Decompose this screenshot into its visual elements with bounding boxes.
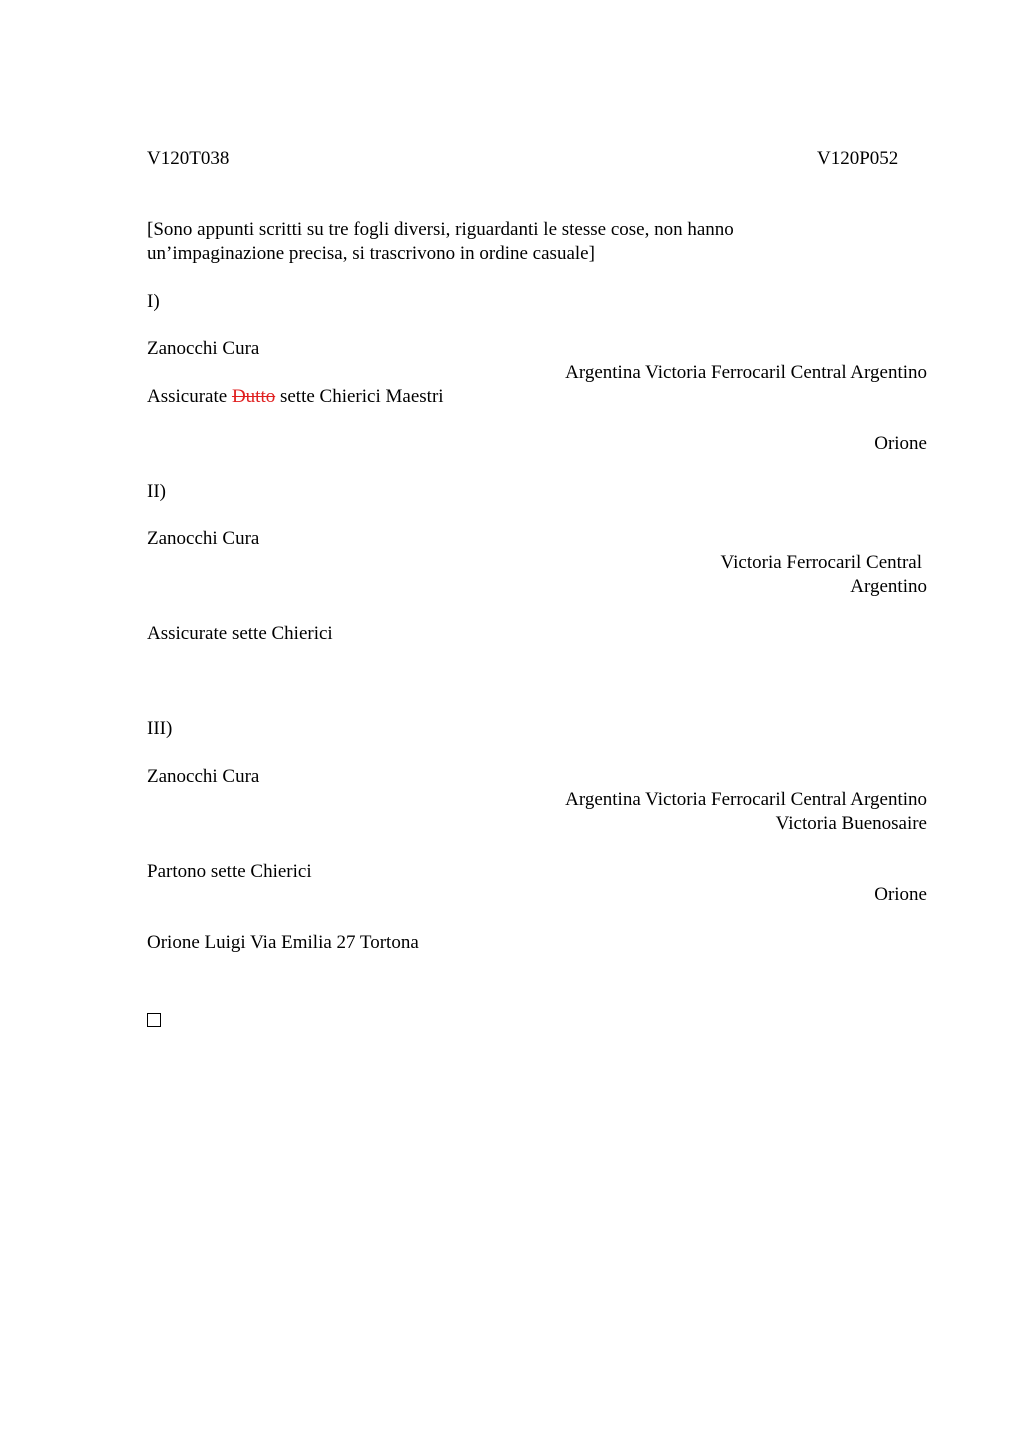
section-2-message: Assicurate sette Chierici [147, 623, 333, 644]
section-1-message [147, 385, 444, 409]
section-3-sender-address: Orione Luigi Via Emilia 27 Tortona [147, 932, 419, 953]
section-1-recipient: Zanocchi Cura [147, 338, 260, 359]
section-2-recipient: Zanocchi Cura [147, 528, 260, 549]
section-2-address-line-2: Argentino [850, 576, 927, 597]
section-1-signature: Orione [874, 433, 927, 454]
section-3-address-line-2: Victoria Buenosaire [775, 813, 927, 834]
section-1-address-line-1: Argentina Victoria Ferrocaril Central Argentino [565, 362, 927, 383]
section-2-address-line-1: Victoria Ferrocaril Central [720, 552, 922, 573]
section-2-heading: II) [147, 481, 166, 502]
section-1-struck-word: Dutto [231, 386, 276, 407]
section-3-message: Partono sette Chierici [147, 861, 312, 882]
section-1-heading: I) [147, 291, 160, 312]
section-1-message-before: Assicurate [147, 386, 228, 407]
empty-box-symbol [147, 1013, 161, 1027]
section-3-address-line-1: Argentina Victoria Ferrocaril Central Argentino [565, 789, 927, 810]
editorial-note-line-1: [Sono appunti scritti su tre fogli diversi, riguardanti le stesse cose, non hanno [147, 219, 734, 240]
editorial-note-line-2: un’impaginazione precisa, si trascrivono in ordine casuale] [147, 243, 595, 264]
section-1-message-after: sette Chierici Maestri [279, 386, 444, 407]
document-code-right: V120P052 [817, 148, 899, 169]
section-3-heading: III) [147, 718, 173, 739]
section-3-recipient: Zanocchi Cura [147, 766, 260, 787]
document-code-left: V120T038 [147, 148, 230, 169]
section-3-signature: Orione [874, 884, 927, 905]
